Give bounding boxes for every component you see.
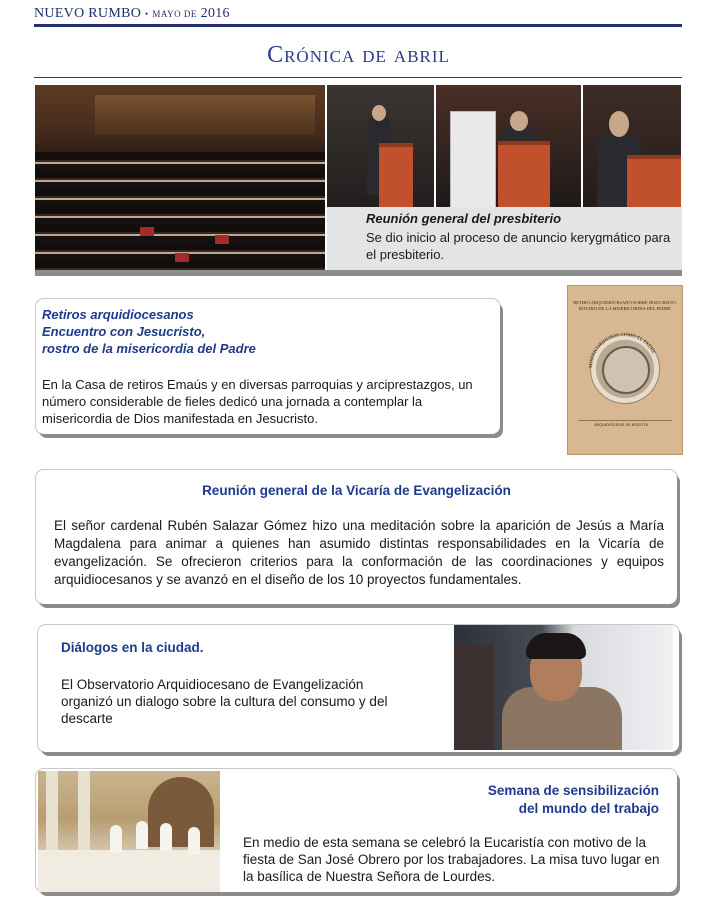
retiros-title-line2: Encuentro con Jesucristo,	[42, 324, 206, 339]
semana-body: En medio de esta semana se celebró la Eucaristía con motivo de la fiesta de San José Obrero por los trabajadores. La misa tuvo lugar en la basílica de Nuestra Señora de Lourdes.	[243, 835, 660, 884]
retiros-title-line1: Retiros arquidiocesanos	[42, 307, 194, 322]
speaker-portrait-photo	[454, 625, 673, 750]
masthead	[34, 6, 230, 22]
presbiterio-text: Se dio inicio al proceso de anuncio kerygmático para el presbiterio.	[366, 230, 671, 262]
audience-photo	[35, 85, 325, 270]
svg-text:MISERICORDIOSOS COMO EL PADRE: MISERICORDIOSOS COMO EL PADRE	[588, 332, 656, 369]
speaker-head	[372, 105, 386, 121]
red-seat	[175, 253, 189, 262]
vicaria-body: El señor cardenal Rubén Salazar Gómez hizo una meditación sobre la aparición de Jesús a María Magdalena para animar a quienes han asumido distintas responsabilidades en la Vicaría de evangelización. Se ofrecieron criterios para la conformación de las coordinaciones y equipos arquidiocesanos y se avanzó en el diseño de los 10 proyectos fundamentales.	[54, 518, 664, 587]
section-divider	[35, 270, 682, 276]
speaker-photo-2	[436, 85, 581, 207]
semana-title-line2: del mundo del trabajo	[518, 801, 659, 816]
background-person	[454, 645, 494, 750]
semana-title-line1: Semana de sensibilización	[487, 783, 659, 798]
retiro-booklet-cover	[567, 285, 683, 455]
cover-title: RETIRO ARQUIDIOCESANO SOBRE JESUCRISTO, ROSTRO DE LA MISERICORDIA DEL PADRE	[573, 300, 677, 311]
red-seat	[140, 227, 154, 236]
issue-month: MAYO DE	[152, 9, 197, 19]
cover-arc-text	[584, 328, 664, 408]
retiros-card	[36, 299, 500, 434]
priest-figure	[188, 827, 200, 855]
retiros-title-line3: rostro de la misericordia del Padre	[42, 341, 256, 356]
dialogos-title: Diálogos en la ciudad.	[61, 640, 204, 655]
publication-name: NUEVO RUMBO	[34, 6, 142, 21]
header-rule	[34, 24, 682, 27]
priest-figure	[136, 821, 148, 849]
banner-screen	[450, 111, 496, 207]
issue-year: 2016	[200, 6, 230, 21]
hair-shape	[526, 633, 586, 659]
bullet-separator: •	[144, 9, 149, 19]
retiros-heading	[42, 306, 256, 357]
vicaria-card	[36, 470, 677, 604]
vicaria-title: Reunión general de la Vicaría de Evangelización	[202, 483, 511, 498]
title-rule	[34, 77, 682, 78]
speaker-head	[609, 111, 629, 137]
priest-figure	[160, 823, 172, 851]
retiros-body: En la Casa de retiros Emaús y en diversas parroquias y arciprestazgos, un número considerable de fieles dedicó una jornada a contemplar la misericordia de Dios manifestada en Jesucristo.	[42, 377, 473, 426]
presbiterio-title: Reunión general del presbiterio	[366, 211, 562, 226]
page-title: Crónica de abril	[267, 42, 450, 68]
speaker-head	[510, 111, 528, 131]
stage-shape	[95, 95, 315, 135]
altar-shape	[38, 850, 220, 892]
basilica-mass-photo	[38, 771, 220, 892]
podium	[498, 141, 550, 207]
podium	[379, 143, 413, 207]
speaker-photo-3	[583, 85, 681, 207]
dialogos-body: El Observatorio Arquidiocesano de Evangelización organizó un dialogo sobre la cultura del consumo y del descarte	[61, 677, 388, 726]
podium	[627, 155, 681, 207]
speaker-photo-1	[327, 85, 434, 207]
cover-bottom-text: ARQUIDIÓCESIS DE BOGOTÁ	[594, 423, 648, 427]
presbiterio-caption	[327, 207, 682, 270]
semana-heading	[488, 782, 659, 818]
altar-arch	[148, 777, 214, 847]
red-seat	[215, 235, 229, 244]
priest-figure	[110, 825, 122, 853]
